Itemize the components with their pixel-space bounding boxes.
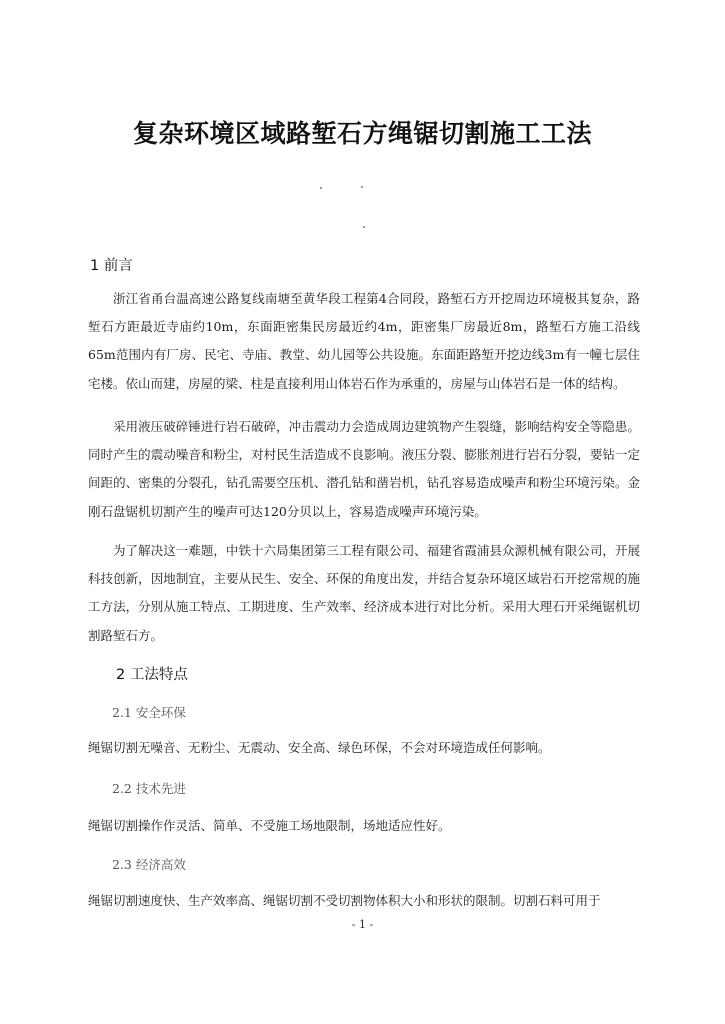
document-title: 复杂环境区域路堑石方绳锯切割施工工法: [132, 119, 592, 148]
scan-speck: [361, 186, 363, 188]
subsection-2-2-heading: 2.2 技术先进: [112, 781, 186, 796]
section-1-paragraph-3: 为了解决这一难题，中铁十六局集团第三工程有限公司、福建省霞浦县众源机械有限公司，开展科技创新，因地制宜，主要从民生、安全、环保的角度出发，并结合复杂环境区域岩石开挖常规的施工方法，分别从施工特点、工期进度、生产效率、经济成本进行对比分析。采用大理石开采绳锯机切割路堑石方。: [88, 543, 640, 643]
subsection-2-2-text: 绳锯切割操作作灵活、简单、不受施工场地限制，场地适应性好。: [88, 818, 451, 833]
scan-speck: [320, 187, 322, 189]
section-1-paragraph-1: 浙江省甬台温高速公路复线南塘至黄华段工程第4合同段，路堑石方开挖周边环境极其复杂，路堑石方距最近寺庙约10m，东面距密集民房最近约4m，距密集厂房最近8m，路堑石方施工沿线65m范围内有厂房、民宅、寺庙、教堂、幼儿园等公共设施。东面距路堑开挖边线3m有一幢七层住宅楼。依山而建，房屋的梁、柱是直接利用山体岩石作为承重的，房屋与山体岩石是一体的结构。: [88, 291, 640, 391]
subsection-2-1-text: 绳锯切割无噪音、无粉尘、无震动、安全高、绿色环保，不会对环境造成任何影响。: [88, 740, 551, 755]
scan-speck: [363, 226, 365, 228]
subsection-2-1-heading: 2.1 安全环保: [112, 705, 186, 720]
page-number: - 1 -: [351, 918, 374, 931]
subsection-2-3-text: 绳锯切割速度快、生产效率高、绳锯切割不受切割物体积大小和形状的限制。切割石料可用于: [88, 893, 601, 908]
section-1-heading: 1 前言: [90, 258, 133, 274]
section-2-heading: 2 工法特点: [116, 667, 188, 683]
subsection-2-3-heading: 2.3 经济高效: [112, 857, 186, 872]
section-1-paragraph-2: 采用液压破碎锤进行岩石破碎，冲击震动力会造成周边建筑物产生裂缝，影响结构安全等隐患。同时产生的震动噪音和粉尘，对村民生活造成不良影响。液压分裂、膨胀剂进行岩石分裂，要钻一定间距的、密集的分裂孔，钻孔需要空压机、潜孔钻和凿岩机，钻孔容易造成噪声和粉尘环境污染。金刚石盘锯机切割产生的噪声可达120分贝以上，容易造成噪声环境污染。: [88, 419, 640, 519]
